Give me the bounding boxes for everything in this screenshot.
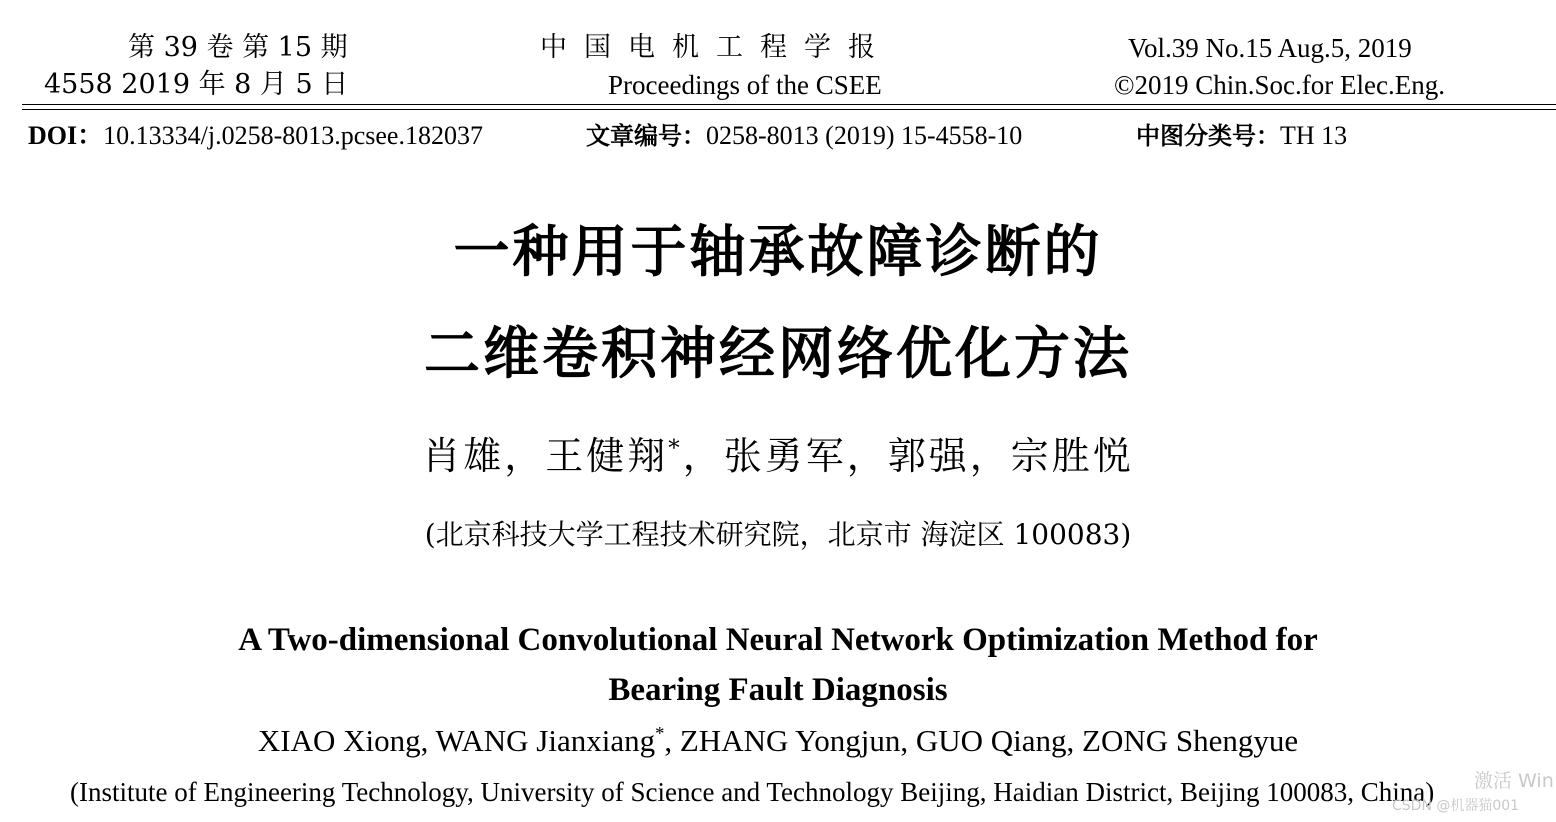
article-number-label: 文章编号： [586, 122, 706, 150]
title-en-line1: A Two-dimensional Convolutional Neural Network Optimization Method for [238, 622, 1318, 658]
title-cn-line2: 二维卷积神经网络优化方法 [424, 322, 1132, 387]
authors-cn-part1: 肖雄，王健翔 [422, 434, 669, 478]
doi-label: DOI： [28, 121, 104, 150]
clc-number [1136, 121, 1347, 151]
page-date-cn: 4558 2019 年 8 月 5 日 [44, 69, 349, 100]
article-number [586, 121, 1022, 151]
affiliation-cn: (北京科技大学工程技术研究院，北京市 海淀区 100083) [424, 518, 1132, 551]
authors-cn-part2: ，张勇军，郭强，宗胜悦 [682, 434, 1134, 478]
journal-name-cn: 中国电机工程学报 [540, 32, 892, 63]
journal-name-en: Proceedings of the CSEE [608, 70, 882, 100]
authors-cn [0, 434, 1556, 478]
title-en-line2: Bearing Fault Diagnosis [608, 672, 948, 708]
csdn-watermark: CSDN @机器猫001 [1392, 798, 1520, 814]
title-cn-line1: 一种用于轴承故障诊断的 [453, 220, 1103, 285]
volume-issue-en: Vol.39 No.15 Aug.5, 2019 [1128, 33, 1412, 63]
authors-en-part2: , ZHANG Yongjun, GUO Qiang, ZONG Shengyue [664, 723, 1299, 758]
copyright: ©2019 Chin.Soc.for Elec.Eng. [1114, 70, 1445, 100]
doi-value: 10.13334/j.0258-8013.pcsee.182037 [103, 121, 483, 150]
header-rule-bottom [22, 109, 1556, 110]
activation-watermark: 激活 Win [1474, 770, 1554, 792]
article-number-value: 0258-8013 (2019) 15-4558-10 [706, 121, 1023, 150]
doi [28, 121, 483, 151]
header-rule-top [22, 104, 1556, 105]
authors-en [0, 723, 1556, 759]
volume-issue-cn: 第 39 卷 第 15 期 [128, 32, 348, 63]
affiliation-en: (Institute of Engineering Technology, University of Science and Technology Beijing, Haidian District, Beijing 100083, China) [70, 777, 1435, 807]
authors-en-part1: XIAO Xiong, WANG Jianxiang [257, 723, 656, 758]
corresponding-mark-cn: * [668, 435, 683, 462]
corresponding-mark-en: * [655, 723, 665, 745]
clc-label: 中图分类号： [1136, 122, 1280, 150]
clc-value: TH 13 [1280, 121, 1348, 150]
